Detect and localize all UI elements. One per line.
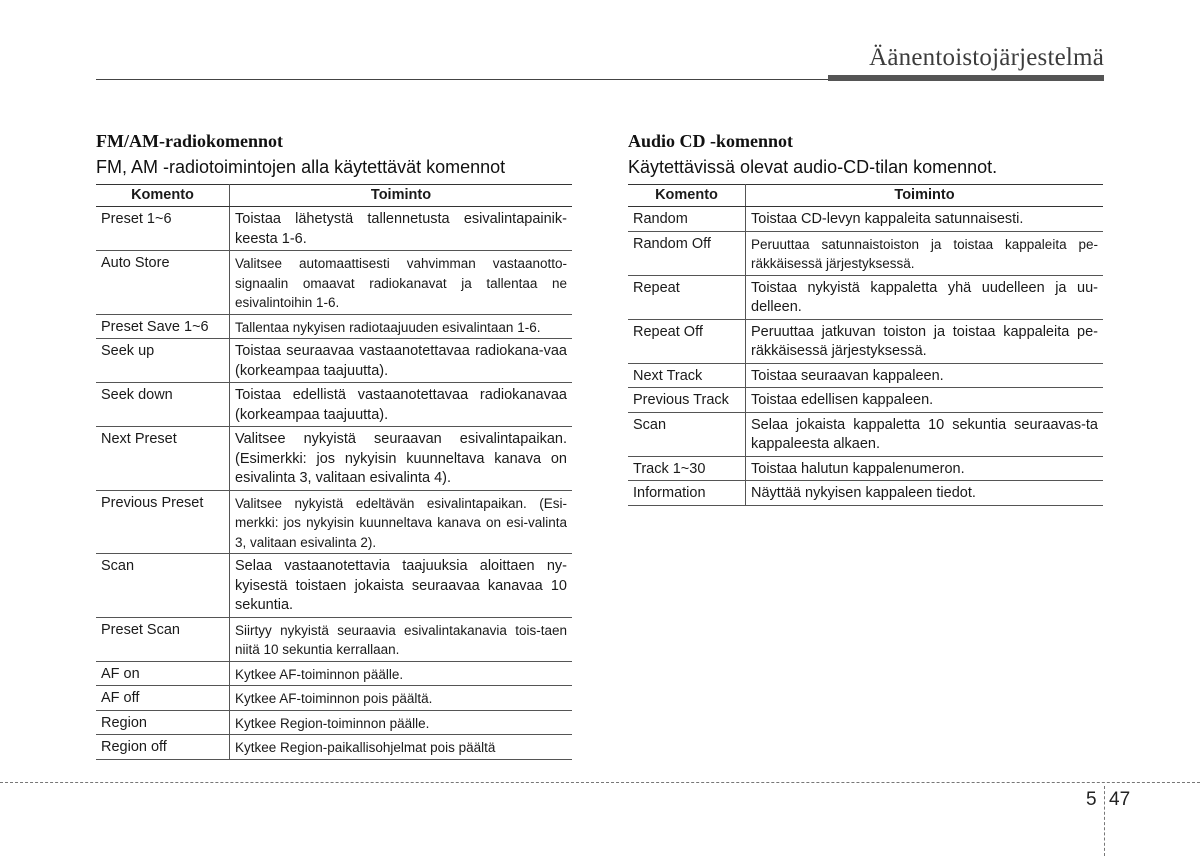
function-cell: Valitsee nykyistä edeltävän esivalintapaikan. (Esi-merkki: jos nykyisin kuunneltava kanava on esi-valinta 3, valitaan esivalinta 2). — [230, 490, 573, 554]
table-row — [96, 617, 572, 661]
table-row — [96, 427, 572, 491]
function-cell: Toistaa seuraavaa vastaanotettavaa radiokana-vaa (korkeampaa taajuutta). — [230, 339, 573, 383]
column-header-command: Komento — [628, 185, 746, 207]
table-header-row — [628, 185, 1103, 207]
function-cell: Peruuttaa satunnaistoiston ja toistaa kappaleita pe-räkkäisessä järjestyksessä. — [746, 231, 1104, 275]
function-cell: Selaa vastaanotettavia taajuuksia aloittaen ny-kyisestä toistaen jokaista seuraavaa kanavaa 10 sekuntia. — [230, 554, 573, 618]
table-row — [96, 686, 572, 711]
table-row — [628, 231, 1103, 275]
command-cell: Information — [628, 481, 746, 506]
command-cell: Auto Store — [96, 251, 230, 315]
table-row — [628, 319, 1103, 363]
command-cell: Seek down — [96, 383, 230, 427]
command-cell: Next Track — [628, 363, 746, 388]
fm-am-section — [96, 130, 572, 760]
command-cell: AF on — [96, 661, 230, 686]
function-cell: Toistaa lähetystä tallennetusta esivalintapainik-keesta 1-6. — [230, 207, 573, 251]
command-cell: Random — [628, 207, 746, 232]
footer-dashed-rule — [0, 782, 1200, 783]
command-cell: Preset Scan — [96, 617, 230, 661]
table-row — [628, 412, 1103, 456]
function-cell: Toistaa seuraavan kappaleen. — [746, 363, 1104, 388]
fm-am-subheading: FM, AM -radiotoimintojen alla käytettävät komennot — [96, 157, 506, 177]
table-row — [96, 661, 572, 686]
table-row — [628, 275, 1103, 319]
function-cell: Kytkee Region-toiminnon päälle. — [230, 710, 573, 735]
column-header-command: Komento — [96, 185, 230, 207]
function-cell: Kytkee Region-paikallisohjelmat pois päältä — [230, 735, 573, 760]
table-header-row — [96, 185, 572, 207]
command-cell: Preset 1~6 — [96, 207, 230, 251]
fm-am-table — [96, 184, 572, 760]
command-cell: Random Off — [628, 231, 746, 275]
function-cell: Toistaa CD-levyn kappaleita satunnaisesti. — [746, 207, 1104, 232]
command-cell: Repeat — [628, 275, 746, 319]
chapter-title: Äänentoistojärjestelmä — [869, 44, 1104, 71]
command-cell: AF off — [96, 686, 230, 711]
function-cell: Näyttää nykyisen kappaleen tiedot. — [746, 481, 1104, 506]
chapter-number: 5 — [1086, 789, 1097, 810]
table-row — [96, 383, 572, 427]
column-header-function: Toiminto — [746, 185, 1104, 207]
function-cell: Toistaa halutun kappalenumeron. — [746, 456, 1104, 481]
audio-cd-subheading: Käytettävissä olevat audio-CD-tilan komennot. — [628, 157, 998, 177]
table-row — [96, 710, 572, 735]
fm-am-heading: FM/AM-radiokomennot — [96, 131, 283, 151]
command-cell: Preset Save 1~6 — [96, 314, 230, 339]
table-row — [96, 314, 572, 339]
table-row — [628, 363, 1103, 388]
command-cell: Repeat Off — [628, 319, 746, 363]
audio-cd-section — [628, 130, 1103, 506]
command-cell: Region off — [96, 735, 230, 760]
audio-cd-heading: Audio CD -komennot — [628, 131, 794, 151]
function-cell: Tallentaa nykyisen radiotaajuuden esivalintaan 1-6. — [230, 314, 573, 339]
table-row — [96, 490, 572, 554]
table-row — [96, 339, 572, 383]
function-cell: Kytkee AF-toiminnon pois päältä. — [230, 686, 573, 711]
command-cell: Previous Preset — [96, 490, 230, 554]
page-number: 47 — [1109, 789, 1131, 810]
table-row — [96, 554, 572, 618]
function-cell: Toistaa edellistä vastaanotettavaa radiokanavaa (korkeampaa taajuutta). — [230, 383, 573, 427]
function-cell: Valitsee automaattisesti vahvimman vastaanotto-signaalin omaavat radiokanavat ja tallentaa ne esivalintoihin 1-6. — [230, 251, 573, 315]
function-cell: Kytkee AF-toiminnon päälle. — [230, 661, 573, 686]
command-cell: Seek up — [96, 339, 230, 383]
function-cell: Valitsee nykyistä seuraavan esivalintapaikan. (Esimerkki: jos nykyisin kuunneltava kanava on esivalinta 3, valitaan esivalinta 4). — [230, 427, 573, 491]
table-row — [628, 207, 1103, 232]
function-cell: Toistaa edellisen kappaleen. — [746, 388, 1104, 413]
table-row — [628, 481, 1103, 506]
command-cell: Scan — [96, 554, 230, 618]
command-cell: Next Preset — [96, 427, 230, 491]
command-cell: Previous Track — [628, 388, 746, 413]
header-rule-accent — [828, 75, 1104, 81]
function-cell: Siirtyy nykyistä seuraavia esivalintakanavia tois-taen niitä 10 sekuntia kerrallaan. — [230, 617, 573, 661]
audio-cd-table — [628, 184, 1103, 506]
table-row — [96, 251, 572, 315]
column-header-function: Toiminto — [230, 185, 573, 207]
footer-dashed-divider — [1104, 786, 1105, 856]
command-cell: Track 1~30 — [628, 456, 746, 481]
command-cell: Scan — [628, 412, 746, 456]
command-cell: Region — [96, 710, 230, 735]
function-cell: Selaa jokaista kappaletta 10 sekuntia seuraavas-ta kappaleesta alkaen. — [746, 412, 1104, 456]
table-row — [96, 735, 572, 760]
function-cell: Peruuttaa jatkuvan toiston ja toistaa kappaleita pe-räkkäisessä järjestyksessä. — [746, 319, 1104, 363]
function-cell: Toistaa nykyistä kappaletta yhä uudelleen ja uu-delleen. — [746, 275, 1104, 319]
table-row — [628, 388, 1103, 413]
table-row — [628, 456, 1103, 481]
table-row — [96, 207, 572, 251]
